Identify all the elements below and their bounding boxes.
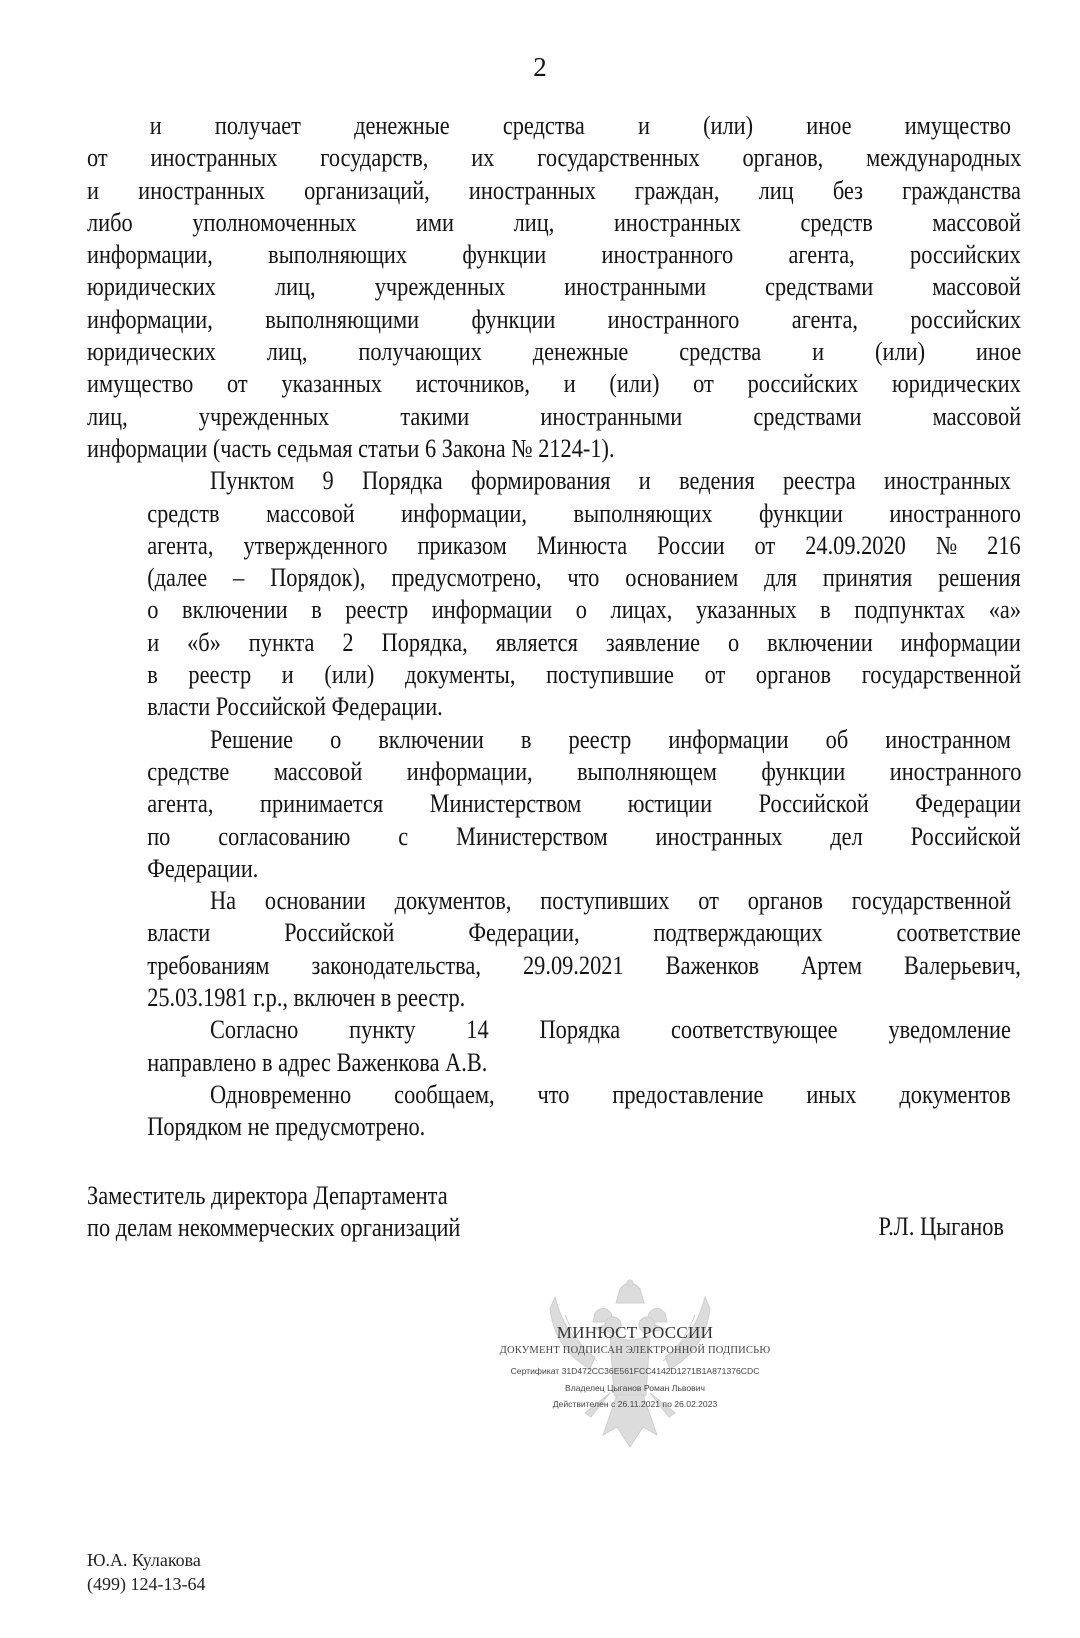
- paragraph-line: Решение о включении в реестр информации об иностранном: [209, 724, 1011, 754]
- paragraph: [87, 110, 1021, 465]
- paragraph-line: юридических лиц, получающих денежные средства и (или) иное: [87, 337, 1022, 367]
- executor-phone: (499) 124-13-64: [87, 1574, 206, 1594]
- executor-info: [87, 1548, 205, 1596]
- paragraph-line: информации, выполняющими функции иностранного агента, российских: [87, 304, 1021, 334]
- paragraph: [87, 885, 1021, 1014]
- paragraph-line: требованиям законодательства, 29.09.2021 Важенков Артем Валерьевич,: [147, 950, 1021, 980]
- paragraph-line: 25.03.1981 г.р., включен в реестр.: [147, 983, 466, 1013]
- paragraph: [87, 724, 1021, 885]
- paragraph-line: в реестр и (или) документы, поступившие от органов государственной: [147, 660, 1022, 690]
- paragraph: [87, 1079, 1021, 1144]
- stamp-signed-label: ДОКУМЕНТ ПОДПИСАН ЭЛЕКТРОННОЙ ПОДПИСЬЮ: [499, 1345, 771, 1356]
- paragraph-line: от иностранных государств, их государственных органов, международных: [87, 143, 1022, 173]
- paragraph-line: лиц, учрежденных такими иностранными средствами массовой: [87, 401, 1022, 431]
- paragraph: [87, 1014, 1021, 1079]
- paragraph-line: Пунктом 9 Порядка формирования и ведения реестра иностранных: [209, 466, 1011, 496]
- executor-name: Ю.А. Кулакова: [87, 1550, 201, 1570]
- electronic-signature-stamp: [470, 1275, 800, 1465]
- paragraph-line: агента, утвержденного приказом Минюста России от 24.09.2020 № 216: [147, 530, 1021, 560]
- letter-body: [87, 110, 1021, 1144]
- paragraph-line: Федерации.: [147, 853, 259, 883]
- paragraph-line: Одновременно сообщаем, что предоставление иных документов: [209, 1079, 1011, 1109]
- paragraph-line: Согласно пункту 14 Порядка соответствующее уведомление: [209, 1015, 1011, 1045]
- stamp-owner: Владелец Цыганов Роман Львович: [564, 1383, 706, 1393]
- paragraph-line: На основании документов, поступивших от органов государственной: [209, 886, 1012, 916]
- stamp-validity: Действителен с 26.11.2021 по 26.02.2023: [552, 1399, 718, 1409]
- paragraph-line: агента, принимается Министерством юстиции Российской Федерации: [147, 789, 1021, 819]
- signatory-position-line-1: Заместитель директора Департамента: [87, 1181, 448, 1210]
- paragraph-line: средств массовой информации, выполняющих функции иностранного: [147, 498, 1021, 528]
- paragraph-line: власти Российской Федерации.: [147, 692, 443, 722]
- paragraph-line: либо уполномоченных ими лиц, иностранных средств массовой: [87, 207, 1021, 237]
- paragraph-line: и «б» пункта 2 Порядка, является заявление о включении информации: [147, 627, 1021, 657]
- paragraph-line: направлено в адрес Важенкова А.В.: [147, 1047, 488, 1077]
- paragraph-line: (далее – Порядок), предусмотрено, что основанием для принятия решения: [147, 563, 1021, 593]
- signatory-position-line-2: по делам некоммерческих организаций: [87, 1213, 461, 1242]
- paragraph-line: и иностранных организаций, иностранных граждан, лиц без гражданства: [87, 175, 1021, 205]
- paragraph-line: имущество от указанных источников, и (или) от российских юридических: [87, 369, 1021, 399]
- paragraph-line: о включении в реестр информации о лицах, указанных в подпунктах «а»: [147, 595, 1022, 625]
- paragraph-line: и получает денежные средства и (или) иное имущество: [149, 111, 1011, 140]
- paragraph-line: средстве массовой информации, выполняющем функции иностранного: [147, 756, 1022, 786]
- paragraph-line: информации, выполняющих функции иностранного агента, российских: [87, 240, 1021, 270]
- paragraph: [87, 465, 1021, 723]
- paragraph-line: информации (часть седьмая статьи 6 Закона № 2124-1).: [87, 433, 615, 463]
- paragraph-line: по согласованию с Министерством иностранных дел Российской: [147, 821, 1021, 851]
- paragraph-line: власти Российской Федерации, подтверждающих соответствие: [147, 918, 1021, 948]
- page-number: 2: [533, 52, 547, 82]
- stamp-certificate: Сертификат 31D472CC36E561FCC4142D1271B1A871376CDC: [510, 1366, 760, 1376]
- paragraph-line: Порядком не предусмотрено.: [147, 1112, 426, 1142]
- stamp-organization: МИНЮСТ РОССИИ: [556, 1323, 714, 1342]
- signatory-name: Р.Л. Цыганов: [878, 1212, 1004, 1241]
- paragraph-line: юридических лиц, учрежденных иностранными средствами массовой: [87, 272, 1021, 302]
